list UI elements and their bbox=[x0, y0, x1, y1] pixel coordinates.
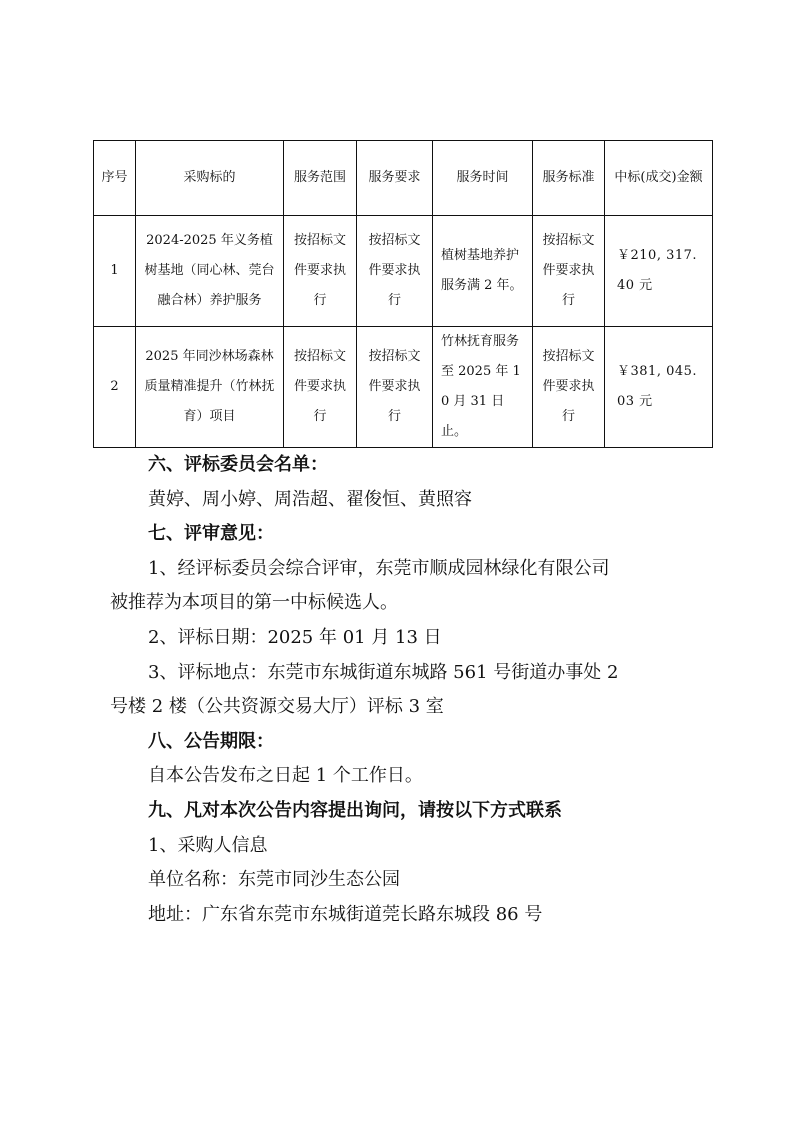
purchaser-address: 地址：广东省东莞市东城街道莞长路东城段 86 号 bbox=[148, 903, 543, 925]
opinion-3-line1: 3、评标地点：东莞市东城街道东城路 561 号街道办事处 2 bbox=[148, 661, 619, 683]
cell-scope: 按招标文件要求执行 bbox=[284, 216, 357, 327]
opinion-heading: 七、评审意见： bbox=[148, 523, 274, 545]
cell-subject: 2024-2025 年义务植树基地（同心林、莞台融合林）养护服务 bbox=[136, 216, 284, 327]
cell-requirement: 按招标文件要求执行 bbox=[357, 216, 433, 327]
purchaser-heading: 1、采购人信息 bbox=[148, 834, 268, 856]
cell-amount: ￥210, 317. 40 元 bbox=[605, 216, 713, 327]
cell-time: 植树基地养护服务满 2 年。 bbox=[433, 216, 533, 327]
header-cell-no: 序号 bbox=[94, 141, 136, 216]
table-header-row bbox=[94, 141, 713, 216]
opinion-2: 2、评标日期：2025 年 01 月 13 日 bbox=[148, 626, 442, 648]
header-cell-amount: 中标(成交)金额 bbox=[605, 141, 713, 216]
document-body bbox=[110, 448, 710, 932]
committee-names: 黄婷、周小婷、周浩超、翟俊恒、黄照容 bbox=[148, 488, 472, 510]
committee-heading: 六、评标委员会名单： bbox=[148, 454, 328, 475]
header-cell-standard: 服务标准 bbox=[533, 141, 605, 216]
table-row bbox=[94, 327, 713, 448]
contact-heading: 九、凡对本次公告内容提出询问，请按以下方式联系 bbox=[148, 799, 562, 821]
cell-no: 2 bbox=[94, 327, 136, 448]
cell-standard: 按招标文件要求执行 bbox=[533, 216, 605, 327]
purchaser-name: 单位名称：东莞市同沙生态公园 bbox=[148, 869, 400, 891]
cell-standard: 按招标文件要求执行 bbox=[533, 327, 605, 448]
period-text: 自本公告发布之日起 1 个工作日。 bbox=[148, 765, 423, 787]
header-cell-scope: 服务范围 bbox=[284, 141, 357, 216]
header-cell-time: 服务时间 bbox=[433, 141, 533, 216]
opinion-1-line1: 1、经评标委员会综合评审，东莞市顺成园林绿化有限公司 bbox=[148, 557, 610, 579]
period-heading: 八、公告期限： bbox=[148, 730, 274, 752]
header-cell-subject: 采购标的 bbox=[136, 141, 284, 216]
header-cell-requirement: 服务要求 bbox=[357, 141, 433, 216]
cell-scope: 按招标文件要求执行 bbox=[284, 327, 357, 448]
award-table bbox=[93, 140, 713, 448]
cell-no: 1 bbox=[94, 216, 136, 327]
table-row bbox=[94, 216, 713, 327]
opinion-1-line2: 被推荐为本项目的第一中标候选人。 bbox=[110, 592, 398, 614]
cell-subject: 2025 年同沙林场森林质量精准提升（竹林抚育）项目 bbox=[136, 327, 284, 448]
cell-time: 竹林抚育服务至 2025 年 10 月 31 日止。 bbox=[433, 327, 533, 448]
cell-requirement: 按招标文件要求执行 bbox=[357, 327, 433, 448]
cell-amount: ￥381, 045. 03 元 bbox=[605, 327, 713, 448]
opinion-3-line2: 号楼 2 楼（公共资源交易大厅）评标 3 室 bbox=[110, 696, 444, 718]
